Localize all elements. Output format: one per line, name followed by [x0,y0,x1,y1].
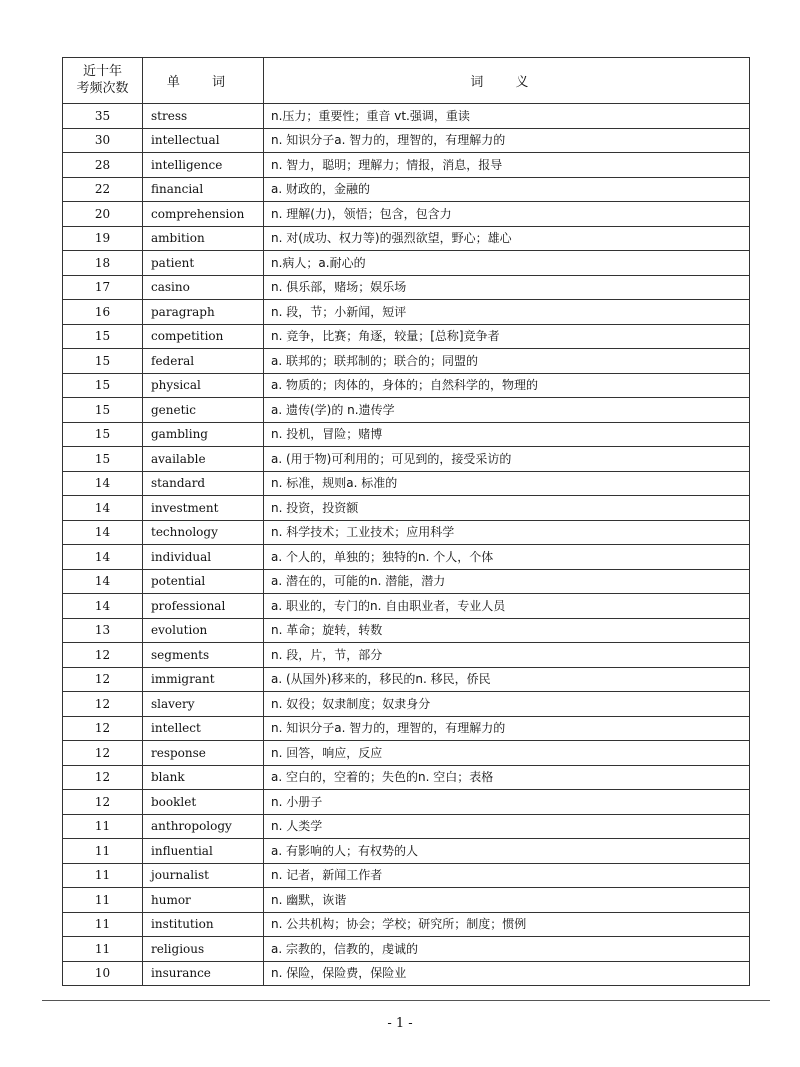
meaning-cell: a. (从国外)移来的，移民的n. 移民，侨民 [264,667,750,692]
word-cell: ambition [143,226,264,251]
frequency-cell: 20 [63,202,143,227]
frequency-cell: 12 [63,667,143,692]
meaning-cell: n.压力；重要性；重音 vt.强调，重读 [264,104,750,129]
meaning-cell: n.病人；a.耐心的 [264,251,750,276]
table-row [63,496,750,521]
frequency-cell: 12 [63,765,143,790]
table-row [63,275,750,300]
table-row [63,177,750,202]
word-cell: potential [143,569,264,594]
word-cell: intellect [143,716,264,741]
table-row [63,961,750,986]
table-row [63,594,750,619]
table-row [63,300,750,325]
word-cell: institution [143,912,264,937]
frequency-cell: 12 [63,716,143,741]
frequency-cell: 12 [63,741,143,766]
word-cell: physical [143,373,264,398]
meaning-cell: a. 遗传(学)的 n.遗传学 [264,398,750,423]
table-row [63,202,750,227]
table-row [63,226,750,251]
meaning-cell: n. 奴役；奴隶制度；奴隶身分 [264,692,750,717]
meaning-cell: a. (用于物)可利用的；可见到的，接受采访的 [264,447,750,472]
frequency-cell: 11 [63,839,143,864]
table-row [63,569,750,594]
meaning-cell: n. 记者，新闻工作者 [264,863,750,888]
frequency-cell: 11 [63,863,143,888]
table-row [63,937,750,962]
word-cell: patient [143,251,264,276]
table-row [63,104,750,129]
meaning-cell: n. 俱乐部，赌场；娱乐场 [264,275,750,300]
frequency-cell: 13 [63,618,143,643]
frequency-cell: 11 [63,937,143,962]
word-cell: insurance [143,961,264,986]
header-frequency-line2: 考频次数 [76,80,129,96]
frequency-cell: 15 [63,349,143,374]
frequency-cell: 15 [63,422,143,447]
header-meaning: 词 义 [264,58,750,104]
word-cell: response [143,741,264,766]
frequency-cell: 15 [63,447,143,472]
frequency-cell: 30 [63,128,143,153]
frequency-cell: 18 [63,251,143,276]
meaning-cell: n. 对(成功、权力等)的强烈欲望，野心；雄心 [264,226,750,251]
frequency-cell: 16 [63,300,143,325]
frequency-cell: 35 [63,104,143,129]
word-cell: immigrant [143,667,264,692]
table-row [63,349,750,374]
meaning-cell: n. 智力，聪明；理解力；情报，消息，报导 [264,153,750,178]
table-row [63,373,750,398]
table-row [63,520,750,545]
meaning-cell: a. 空白的，空着的；失色的n. 空白；表格 [264,765,750,790]
table-row [63,716,750,741]
frequency-cell: 17 [63,275,143,300]
word-cell: intelligence [143,153,264,178]
meaning-cell: a. 潜在的，可能的n. 潜能，潜力 [264,569,750,594]
frequency-cell: 14 [63,545,143,570]
word-cell: available [143,447,264,472]
table-row [63,888,750,913]
word-cell: intellectual [143,128,264,153]
word-cell: genetic [143,398,264,423]
word-cell: religious [143,937,264,962]
word-cell: casino [143,275,264,300]
frequency-cell: 14 [63,471,143,496]
frequency-cell: 14 [63,569,143,594]
word-cell: slavery [143,692,264,717]
meaning-cell: n. 人类学 [264,814,750,839]
frequency-cell: 12 [63,790,143,815]
word-cell: financial [143,177,264,202]
table-row [63,839,750,864]
table-row [63,912,750,937]
table-row [63,128,750,153]
word-cell: humor [143,888,264,913]
table-row [63,153,750,178]
meaning-cell: n. 革命；旋转，转数 [264,618,750,643]
meaning-cell: n. 段，片，节，部分 [264,643,750,668]
table-row [63,741,750,766]
word-cell: individual [143,545,264,570]
meaning-cell: a. 财政的，金融的 [264,177,750,202]
word-cell: journalist [143,863,264,888]
word-cell: stress [143,104,264,129]
table-row [63,471,750,496]
frequency-cell: 10 [63,961,143,986]
table-row [63,643,750,668]
table-row [63,251,750,276]
frequency-cell: 11 [63,912,143,937]
meaning-cell: n. 小册子 [264,790,750,815]
table-row [63,692,750,717]
footer-divider [42,1000,770,1001]
meaning-cell: n. 知识分子a. 智力的，理智的，有理解力的 [264,716,750,741]
frequency-cell: 28 [63,153,143,178]
meaning-cell: n. 保险，保险费，保险业 [264,961,750,986]
word-cell: investment [143,496,264,521]
word-cell: standard [143,471,264,496]
header-frequency [63,58,143,104]
frequency-cell: 11 [63,888,143,913]
word-cell: blank [143,765,264,790]
frequency-cell: 14 [63,496,143,521]
frequency-cell: 22 [63,177,143,202]
table-row [63,765,750,790]
frequency-cell: 12 [63,692,143,717]
meaning-cell: n. 幽默，诙谐 [264,888,750,913]
frequency-cell: 15 [63,324,143,349]
frequency-cell: 19 [63,226,143,251]
meaning-cell: a. 个人的，单独的；独特的n. 个人，个体 [264,545,750,570]
meaning-cell: n. 段，节；小新闻，短评 [264,300,750,325]
word-cell: gambling [143,422,264,447]
meaning-cell: n. 竞争，比赛；角逐，较量；[总称]竞争者 [264,324,750,349]
word-cell: competition [143,324,264,349]
header-word: 单 词 [143,58,264,104]
frequency-cell: 11 [63,814,143,839]
meaning-cell: n. 理解(力)，领悟；包含，包含力 [264,202,750,227]
meaning-cell: n. 标准，规则a. 标准的 [264,471,750,496]
meaning-cell: a. 有影响的人；有权势的人 [264,839,750,864]
table-row [63,618,750,643]
meaning-cell: a. 物质的；肉体的，身体的；自然科学的，物理的 [264,373,750,398]
word-cell: segments [143,643,264,668]
word-cell: evolution [143,618,264,643]
table-row [63,545,750,570]
meaning-cell: n. 投机，冒险；赌博 [264,422,750,447]
meaning-cell: a. 宗教的，信教的，虔诚的 [264,937,750,962]
meaning-cell: n. 科学技术；工业技术；应用科学 [264,520,750,545]
frequency-cell: 12 [63,643,143,668]
word-cell: technology [143,520,264,545]
vocabulary-table [62,57,750,986]
table-header-row [63,58,750,104]
header-frequency-line1: 近十年 [82,64,122,80]
word-cell: professional [143,594,264,619]
table-row [63,422,750,447]
frequency-cell: 14 [63,594,143,619]
table-row [63,814,750,839]
meaning-cell: a. 职业的，专门的n. 自由职业者，专业人员 [264,594,750,619]
meaning-cell: n. 知识分子a. 智力的，理智的，有理解力的 [264,128,750,153]
table-row [63,398,750,423]
word-cell: influential [143,839,264,864]
table-row [63,863,750,888]
table-row [63,447,750,472]
frequency-cell: 15 [63,373,143,398]
frequency-cell: 14 [63,520,143,545]
word-cell: anthropology [143,814,264,839]
table-row [63,667,750,692]
word-cell: paragraph [143,300,264,325]
page-number: - 1 - [387,1016,413,1031]
meaning-cell: n. 回答，响应，反应 [264,741,750,766]
table-row [63,790,750,815]
table-row [63,324,750,349]
table-body [63,104,750,986]
meaning-cell: n. 公共机构；协会；学校；研究所；制度；惯例 [264,912,750,937]
word-cell: comprehension [143,202,264,227]
meaning-cell: n. 投资，投资额 [264,496,750,521]
word-cell: booklet [143,790,264,815]
word-cell: federal [143,349,264,374]
meaning-cell: a. 联邦的；联邦制的；联合的；同盟的 [264,349,750,374]
frequency-cell: 15 [63,398,143,423]
